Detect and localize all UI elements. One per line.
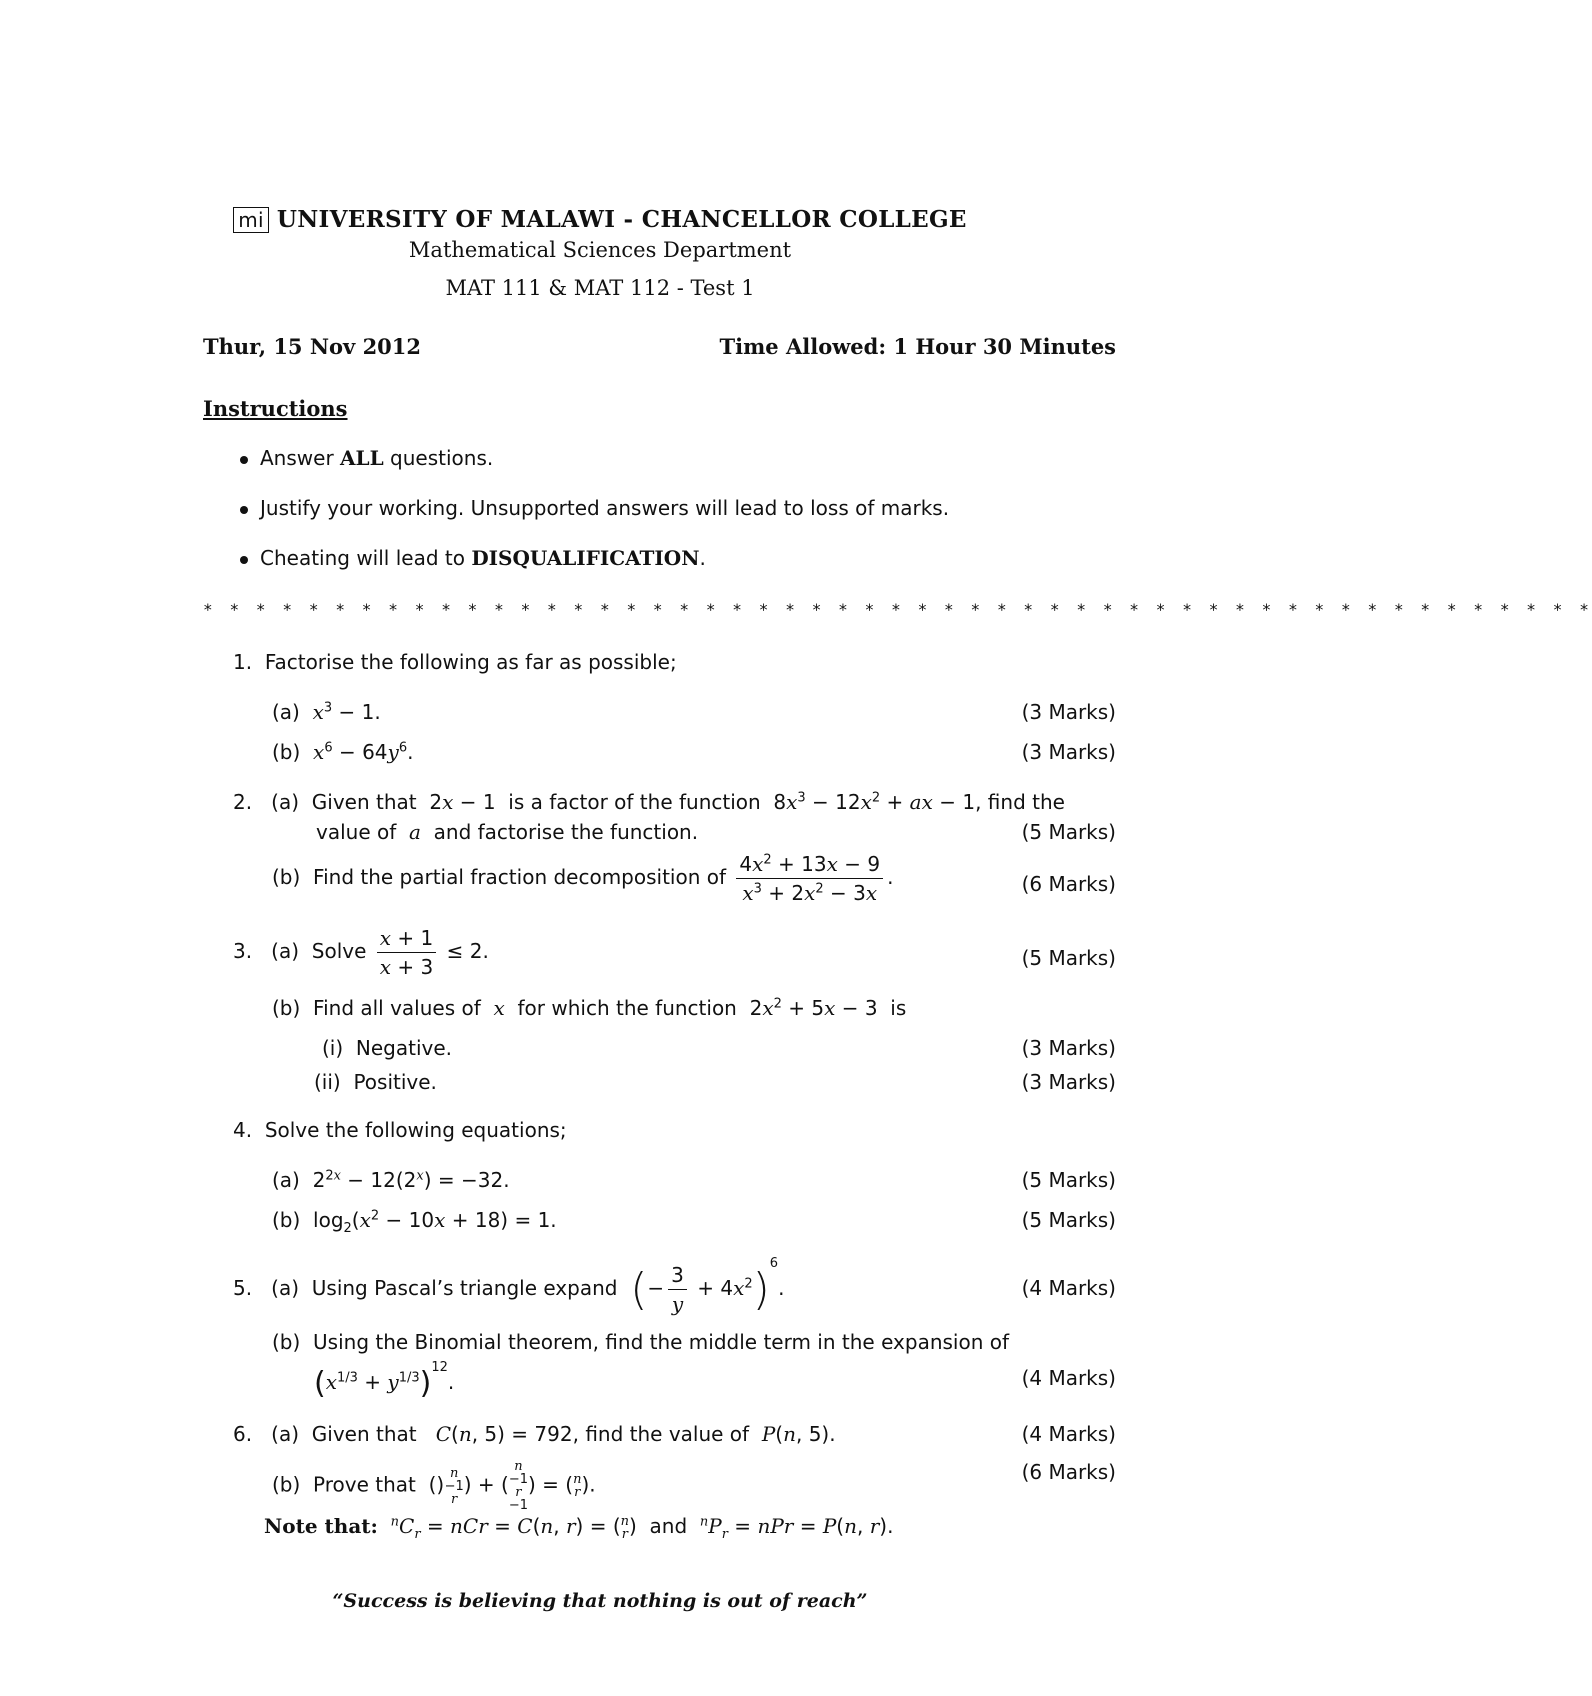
bullet-icon	[240, 456, 248, 464]
marks-6b: (6 Marks)	[1021, 1460, 1116, 1484]
marks-1a: (3 Marks)	[1021, 700, 1116, 724]
fraction: $\frac{x + 1}{x + 3}$	[377, 926, 436, 979]
course-title: MAT 111 & MAT 112 - Test 1	[445, 276, 755, 300]
marks-4b: (5 Marks)	[1021, 1208, 1116, 1232]
university-name: UNIVERSITY OF MALAWI - CHANCELLOR COLLEGE	[276, 206, 967, 233]
marks-5b: (4 Marks)	[1021, 1366, 1116, 1390]
question-1: 1. Factorise the following as far as possible;	[233, 650, 677, 674]
bullet-icon	[240, 506, 248, 514]
question-5a: 5. (a) Using Pascal’s triangle expand (− $\frac{3}{y}$ + $4x^2)^6$.	[233, 1256, 785, 1316]
question-2a: 2. (a) Given that 2x − 1 is a factor of the function $8x^3 - 12x^2$ + ax − 1, find the	[233, 790, 1065, 814]
marks-2b: (6 Marks)	[1021, 872, 1116, 896]
question-5b: (b) Using the Binomial theorem, find the middle term in the expansion of	[272, 1330, 1010, 1354]
fraction: $\frac{4x^2 + 13x - 9}{x^3 + 2x^2 - 3x}$	[736, 852, 883, 905]
instruction-item: Cheating will lead to DISQUALIFICATION.	[240, 546, 706, 570]
question-2b: (b) Find the partial fraction decomposition of $\frac{4x^2 + 13x - 9}{x^3 + 2x^2 - 3x}$ .	[272, 852, 894, 905]
question-1b: (b) $x^6 - 64y^6$.	[272, 740, 414, 764]
marks-3a: (5 Marks)	[1021, 946, 1116, 970]
time-allowed: Time Allowed: 1 Hour 30 Minutes	[719, 334, 1116, 359]
motto-quote: “Success is believing that nothing is out of reach”	[332, 1590, 868, 1612]
marks-6a: (4 Marks)	[1021, 1422, 1116, 1446]
fraction: $\frac{3}{y}$	[668, 1263, 687, 1316]
note-line: Note that: $^nC_r$ = nCr = C(n, r) = ( n r ) and $^nP_r$ = nPr = P(n, r).	[264, 1513, 894, 1542]
question-5b-expr: $(x^{1/3} + y^{1/3})^{12}$.	[314, 1360, 455, 1401]
instruction-item: Answer ALL questions.	[240, 446, 493, 470]
marks-4a: (5 Marks)	[1021, 1168, 1116, 1192]
instruction-item: Justify your working. Unsupported answers will lead to loss of marks.	[240, 496, 949, 520]
question-3b-ii: (ii) Positive.	[314, 1070, 437, 1094]
department-name: Mathematical Sciences Department	[408, 238, 792, 262]
marks-3b-ii: (3 Marks)	[1021, 1070, 1116, 1094]
university-title	[0, 206, 1200, 233]
question-4a: (a) $2^{2x} - 12(2^x) = -32$.	[272, 1168, 510, 1192]
question-3b-i: (i) Negative.	[322, 1036, 453, 1060]
separator-line: * * * * * * * * * * * * * * * * * * * * * * * * * * * * * * * * * * * * * * * * * * * * * * * * * * * * *	[203, 600, 1592, 619]
marks-3b-i: (3 Marks)	[1021, 1036, 1116, 1060]
question-3a: 3. (a) Solve $\frac{x + 1}{x + 3}$ ≤ 2.	[233, 926, 489, 979]
question-3b: (b) Find all values of x for which the function $2x^2 + 5x - 3$ is	[272, 996, 907, 1020]
question-4b: (b) $\log_2(x^2 - 10x + 18) = 1$.	[272, 1208, 557, 1236]
bullet-icon	[240, 556, 248, 564]
instructions-title: Instructions	[203, 396, 348, 421]
question-6b: (b) Prove that () n −1 r ) + ( n −1 r −1 ) = ( n r ).	[272, 1459, 596, 1513]
question-1a: (a) $x^3 - 1$.	[272, 700, 381, 724]
question-4: 4. Solve the following equations;	[233, 1118, 567, 1142]
exam-date: Thur, 15 Nov 2012	[203, 334, 422, 359]
marks-5a: (4 Marks)	[1021, 1276, 1116, 1300]
university-logo: mi	[233, 207, 269, 233]
question-2a-cont: value of a and factorise the function.	[316, 820, 699, 844]
marks-1b: (3 Marks)	[1021, 740, 1116, 764]
marks-2a: (5 Marks)	[1021, 820, 1116, 844]
question-6a: 6. (a) Given that C(n, 5) = 792, find the value of P(n, 5).	[233, 1422, 836, 1446]
